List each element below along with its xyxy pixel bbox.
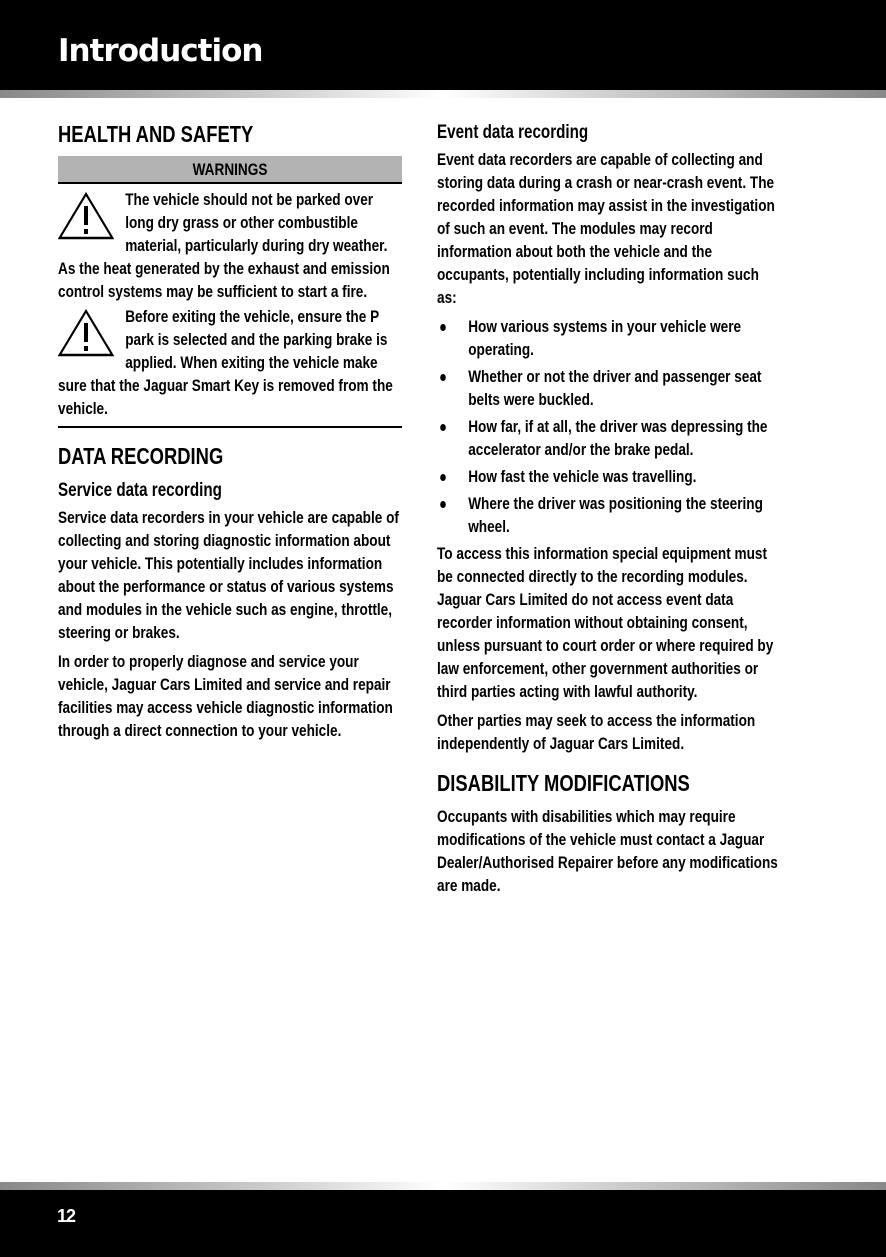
event-paragraph-1: Event data recorders are capable of collecting and storing data during a crash or near-crash event. The recorded information may assist in the investigation of such an event. The modules may record information about both the vehicle and the occupants, potentially including information such as: [437, 150, 775, 307]
event-paragraph-3: Other parties may seek to access the information independently of Jaguar Cars Limited. [437, 711, 756, 753]
event-bullet-list [437, 315, 781, 538]
page-footer [0, 1190, 886, 1257]
page-header [0, 0, 886, 90]
list-item: How various systems in your vehicle were operating. [437, 315, 781, 361]
event-data-heading: Event data recording [437, 122, 589, 143]
list-item: Whether or not the driver and passenger seat belts were buckled. [437, 365, 781, 411]
warning-1 [58, 188, 402, 303]
disability-paragraph: Occupants with disabilities which may require modifications of the vehicle must contact a Jaguar Dealer/Authorised Repairer before any modifications are made. [437, 807, 778, 895]
data-recording-heading: DATA RECORDING [58, 443, 224, 469]
warnings-label: WARNINGS [58, 156, 402, 184]
warning-2-text-cont: park is selected and the parking brake is applied. When exiting the vehicle make sure that the Jaguar Smart Key is removed from the vehicle. [58, 330, 393, 418]
header-divider [0, 90, 886, 98]
page-number: 12 [57, 1206, 76, 1226]
warning-triangle-icon [58, 192, 114, 240]
warning-2 [58, 305, 402, 420]
left-column [58, 120, 402, 748]
warning-2-text: Before exiting the vehicle, ensure the [125, 307, 371, 326]
service-paragraph-1: Service data recorders in your vehicle are capable of collecting and storing diagnostic information about your vehicle. This potentially includes information about the performance or status of various systems and modules in the vehicle such as engine, throttle, steering or brakes. [58, 508, 399, 642]
warning-triangle-icon [58, 309, 114, 357]
warnings-end-rule [58, 426, 402, 428]
warning-1-text: The vehicle should not be parked over long dry grass or other combustible material, particularly during dry weather. As the heat generated by the exhaust and emission control systems may be sufficient to start a fire. [58, 190, 390, 301]
service-data-heading: Service data recording [58, 480, 222, 501]
chapter-title: Introduction [58, 33, 263, 69]
list-item: Where the driver was positioning the steering wheel. [437, 492, 781, 538]
event-paragraph-2: To access this information special equipment must be connected directly to the recording modules. Jaguar Cars Limited do not access event data recorder information without obtaining consent, unless pursuant to court order or where required by law enforcement, other government authorities or third parties acting with lawful authority. [437, 544, 774, 701]
health-safety-heading: HEALTH AND SAFETY [58, 121, 254, 147]
service-paragraph-2: In order to properly diagnose and service your vehicle, Jaguar Cars Limited and service and repair facilities may access vehicle diagnostic information through a direct connection to your vehicle. [58, 652, 393, 740]
park-p: P [370, 307, 380, 326]
footer-divider [0, 1182, 886, 1190]
disability-heading: DISABILITY MODIFICATIONS [437, 770, 690, 796]
right-column [437, 120, 781, 903]
list-item: How far, if at all, the driver was depressing the accelerator and/or the brake pedal. [437, 415, 781, 461]
list-item: How fast the vehicle was travelling. [437, 465, 781, 488]
